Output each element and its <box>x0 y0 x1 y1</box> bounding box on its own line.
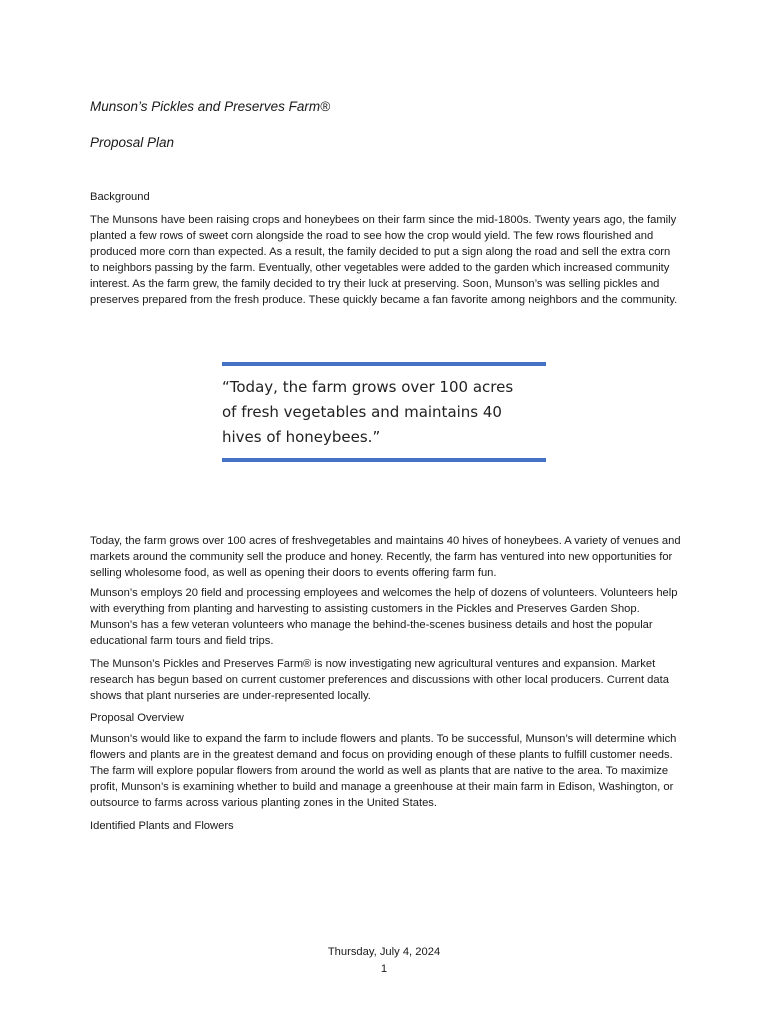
document-title: Munson’s Pickles and Preserves Farm® <box>90 99 331 114</box>
paragraph-today: Today, the farm grows over 100 acres of freshvegetables and maintains 40 hives of honeybees. A variety of venues and markets around the community sell the produce and honey. Recently, the farm has ventured into new opportunities for selling wholesome food, as well as opening their doors to events offering farm fun. <box>90 535 681 579</box>
identified-plants-heading: Identified Plants and Flowers <box>90 820 234 832</box>
pull-quote-bottom-rule <box>222 458 546 462</box>
footer-date: Thursday, July 4, 2024 <box>327 946 441 958</box>
background-paragraph: The Munsons have been raising crops and honeybees on their farm since the mid-1800s. Twenty years ago, the family planted a few rows of sweet corn alongside the road to see how the crop would yield. The few rows flourished and produced more corn than expected. As a result, the family decided to put a sign along the road and sell the extra corn to neighbors passing by the farm. Eventually, other vegetables were added to the garden which increased community interest. As the farm grew, the family decided to try their luck at preserving. Soon, Munson’s was selling pickles and preserves prepared from the fresh produce. These quickly became a fan favorite among neighbors and the community. <box>90 214 678 306</box>
footer-page-number: 1 <box>380 963 388 975</box>
paragraph-employees: Munson’s employs 20 field and processing employees and welcomes the help of dozens of volunteers. Volunteers help with everything from planting and harvesting to assisting customers in the Pickles and Preserves Garden Shop. Munson’s has a few veteran volunteers who manage the behind-the-scenes business details and host the popular educational farm tours and field trips. <box>90 587 678 647</box>
pull-quote-text: “Today, the farm grows over 100 acres of fresh vegetables and maintains 40 hives of honeybees.” <box>222 378 514 446</box>
proposal-overview-heading: Proposal Overview <box>90 712 184 724</box>
background-heading: Background <box>90 191 150 203</box>
paragraph-proposal: Munson’s would like to expand the farm to include flowers and plants. To be successful, Munson’s will determine which flowers and plants are in the greatest demand and focus on providing enough of these plants to fulfill customer needs. The farm will explore popular flowers from around the world as well as plants that are native to the area. To maximize profit, Munson’s is examining whether to build and manage a greenhouse at their main farm in Edison, Washington, or outsource to farms across various planting zones in the United States. <box>90 733 677 809</box>
pull-quote-top-rule <box>222 362 546 366</box>
paragraph-investigating: The Munson’s Pickles and Preserves Farm® is now investigating new agricultural ventures and expansion. Market research has begun based on current customer preferences and discussions with other local producers. Current data shows that plant nurseries are under-represented locally. <box>90 658 669 702</box>
document-subtitle: Proposal Plan <box>90 135 175 150</box>
pull-quote <box>222 362 546 462</box>
